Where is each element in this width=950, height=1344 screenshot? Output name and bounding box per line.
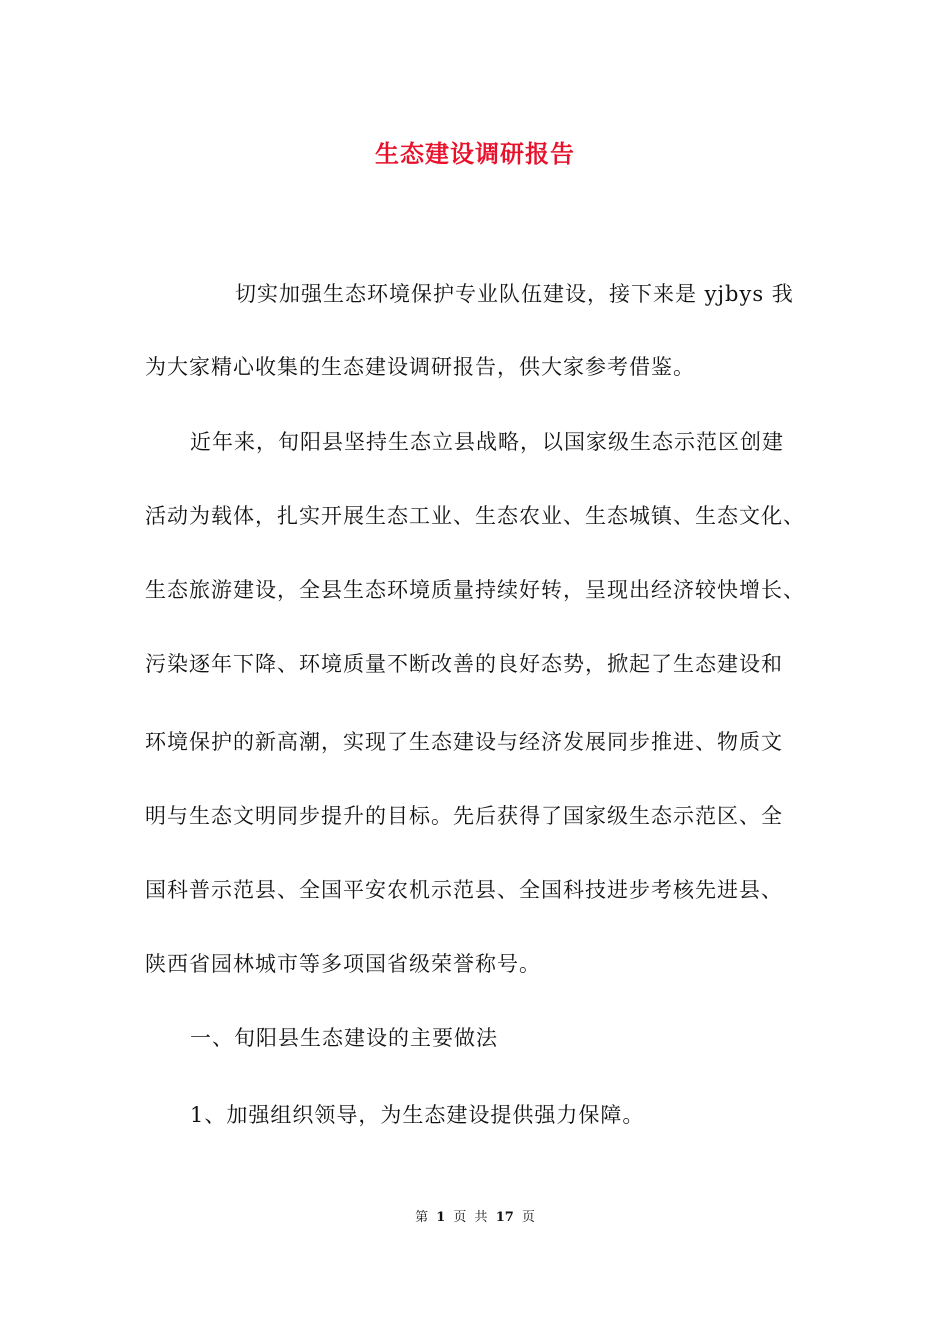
current-page-number: 1 bbox=[436, 1210, 446, 1225]
footer-middle: 页 共 bbox=[453, 1210, 488, 1225]
section-heading: 一、旬阳县生态建设的主要做法 bbox=[190, 1026, 498, 1050]
total-pages: 17 bbox=[495, 1210, 514, 1225]
paragraph-line: 污染逐年下降、环境质量不断改善的良好态势，掀起了生态建设和 bbox=[145, 652, 783, 676]
footer-suffix: 页 bbox=[521, 1210, 535, 1225]
subsection-heading: 1、加强组织领导，为生态建设提供强力保障。 bbox=[190, 1103, 645, 1127]
paragraph-line: 国科普示范县、全国平安农机示范县、全国科技进步考核先进县、 bbox=[145, 878, 783, 902]
footer-prefix: 第 bbox=[415, 1210, 429, 1225]
paragraph-line: 陕西省园林城市等多项国省级荣誉称号。 bbox=[145, 952, 541, 976]
paragraph-line: 环境保护的新高潮，实现了生态建设与经济发展同步推进、物质文 bbox=[145, 730, 783, 754]
document-title: 生态建设调研报告 bbox=[375, 139, 575, 168]
paragraph-line: 活动为载体，扎实开展生态工业、生态农业、生态城镇、生态文化、 bbox=[145, 504, 805, 528]
paragraph-line: 明与生态文明同步提升的目标。先后获得了国家级生态示范区、全 bbox=[145, 804, 783, 828]
paragraph-line: 为大家精心收集的生态建设调研报告，供大家参考借鉴。 bbox=[145, 355, 695, 379]
page-footer bbox=[0, 1208, 950, 1228]
paragraph-line: 生态旅游建设，全县生态环境质量持续好转，呈现出经济较快增长、 bbox=[145, 578, 805, 602]
paragraph-line: 近年来，旬阳县坚持生态立县战略，以国家级生态示范区创建 bbox=[190, 430, 784, 454]
paragraph-line: 切实加强生态环境保护专业队伍建设，接下来是 yjbys 我 bbox=[235, 282, 794, 306]
